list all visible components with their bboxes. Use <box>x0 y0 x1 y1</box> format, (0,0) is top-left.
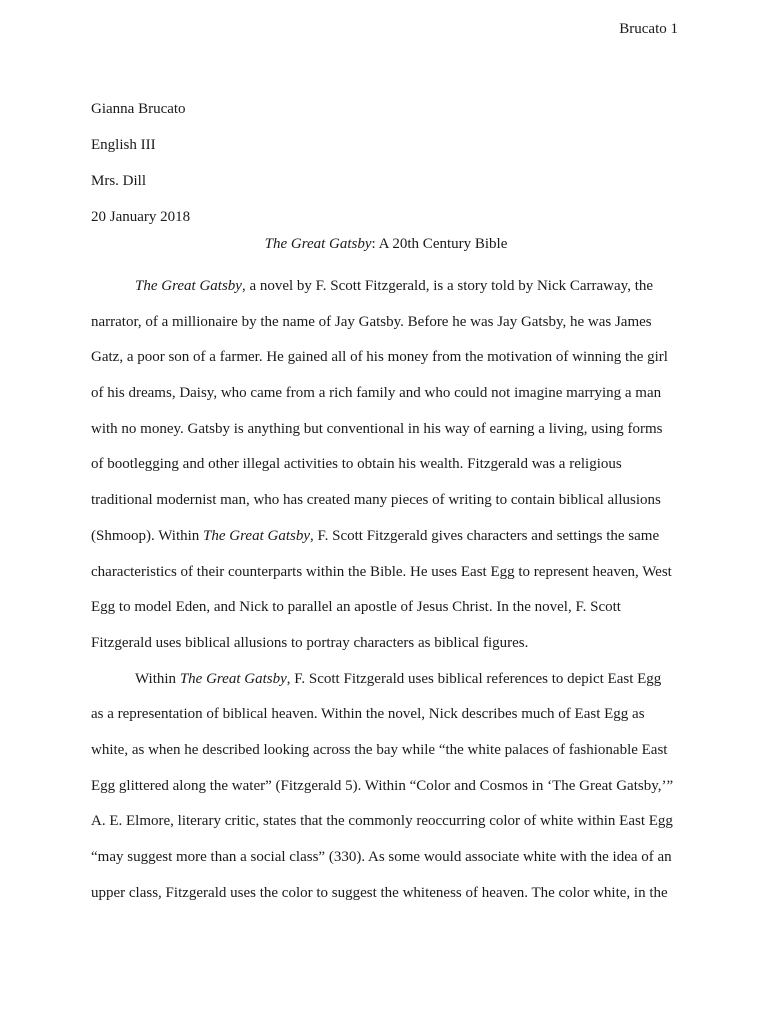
text-line: of his dreams, Daisy, who came from a rich family and who could not imagine marrying a man <box>91 385 662 402</box>
text-line <box>91 519 686 555</box>
text-line: upper class, Fitzgerald uses the color to suggest the whiteness of heaven. The color white, in the <box>91 884 668 901</box>
text-line: Gatz, a poor son of a farmer. He gained all of his money from the motivation of winning the girl <box>91 349 668 366</box>
paragraph-1 <box>91 269 686 662</box>
text-line <box>91 662 686 698</box>
text-line: Fitzgerald uses biblical allusions to portray characters as biblical figures. <box>91 634 529 651</box>
text-line: A. E. Elmore, literary critic, states that the commonly reoccurring color of white within East Egg <box>91 813 673 830</box>
text-span: (Shmoop). Within <box>91 527 204 544</box>
text-line: narrator, of a millionaire by the name of Jay Gatsby. Before he was Jay Gatsby, he was James <box>91 313 652 330</box>
running-head: Brucato 1 <box>619 21 678 37</box>
course-name: English III <box>91 137 156 153</box>
essay-title <box>91 234 681 254</box>
text-line: of bootlegging and other illegal activities to obtain his wealth. Fitzgerald was a religious <box>91 456 622 473</box>
text-line: characteristics of their counterparts within the Bible. He uses East Egg to represent heaven, West <box>91 563 672 580</box>
text-line: traditional modernist man, who has created many pieces of writing to contain biblical allusions <box>91 492 661 509</box>
title-rest: : A 20th Century Bible <box>371 236 508 252</box>
essay-body <box>91 269 686 911</box>
text-line: “may suggest more than a social class” (330). As some would associate white with the idea of an <box>91 849 672 865</box>
text-line: Egg glittered along the water” (Fitzgerald 5). Within “Color and Cosmos in ‘The Great Gatsby,’” <box>91 777 674 794</box>
text-span: , a novel by F. Scott Fitzgerald, is a story told by Nick Carraway, the <box>241 278 654 294</box>
text-line: Egg to model Eden, and Nick to parallel an apostle of Jesus Christ. In the novel, F. Scott <box>91 599 621 616</box>
book-title-italic: The Great Gatsby <box>203 527 310 544</box>
essay-date: 20 January 2018 <box>91 209 191 225</box>
text-line <box>91 269 686 305</box>
student-name: Gianna Brucato <box>91 101 186 117</box>
text-line: white, as when he described looking across the bay while “the white palaces of fashionable East <box>91 741 668 758</box>
text-span: Within <box>135 670 180 687</box>
title-italic: The Great Gatsby <box>264 236 372 252</box>
book-title-italic: The Great Gatsby <box>179 670 287 687</box>
book-title-italic: The Great Gatsby <box>135 278 242 294</box>
mla-heading <box>91 91 681 235</box>
text-span: , F. Scott Fitzgerald gives characters and settings the same <box>309 527 660 544</box>
text-line: with no money. Gatsby is anything but conventional in his way of earning a living, using forms <box>91 420 663 437</box>
text-span: , F. Scott Fitzgerald uses biblical references to depict East Egg <box>286 670 662 687</box>
teacher-name: Mrs. Dill <box>91 173 147 189</box>
paragraph-2 <box>91 662 686 912</box>
text-line: as a representation of biblical heaven. Within the novel, Nick describes much of East Egg as <box>91 706 645 723</box>
